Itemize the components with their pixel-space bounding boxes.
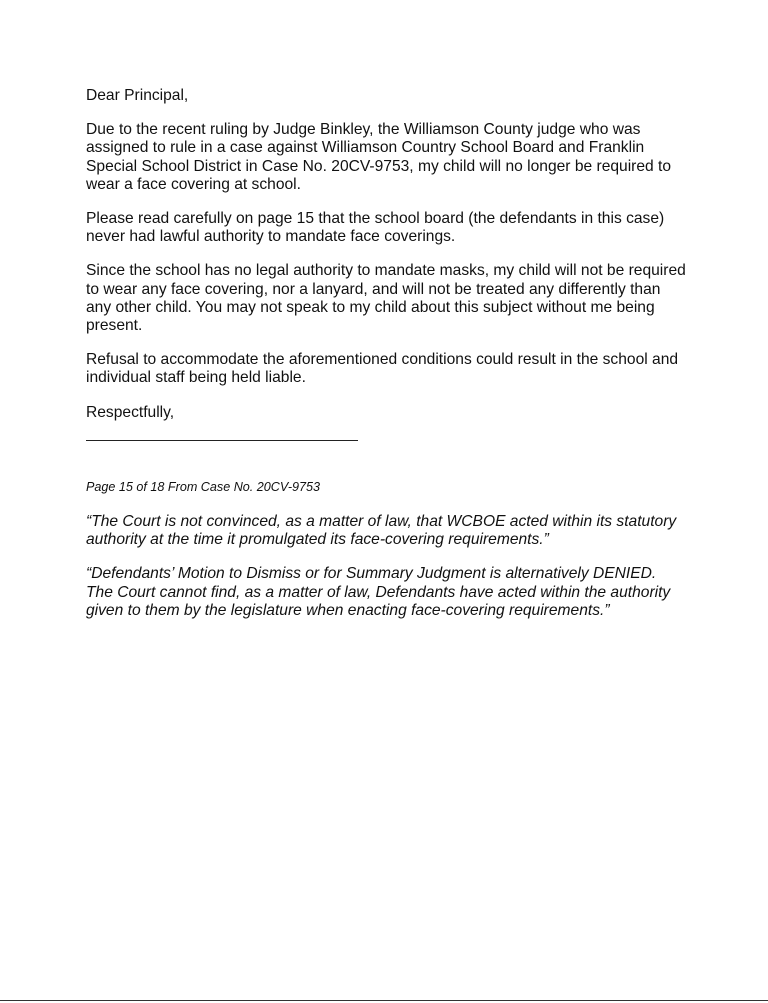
page-bottom-divider <box>0 1000 768 1001</box>
signature-line <box>86 440 358 441</box>
letter-closing: Respectfully, <box>86 403 175 421</box>
letter-paragraph-no-authority: Since the school has no legal authority to mandate masks, my child will not be required to wear any face covering, nor a lanyard, and will not be treated any differently than any other child. You may not speak to my child about this subject without me being present. <box>86 262 686 335</box>
letter-paragraph-page-15: Please read carefully on page 15 that the school board (the defendants in this case) never had lawful authority to mandate face coverings. <box>86 210 665 246</box>
court-quotes <box>86 513 686 636</box>
citation-heading: Page 15 of 18 From Case No. 20CV-9753 <box>86 480 321 494</box>
court-quote-2: “Defendants’ Motion to Dismiss or for Summary Judgment is alternatively DENIED. The Court cannot find, as a matter of law, Defendants have acted within the authority given to them by the legislature when enacting face-covering requirements.” <box>86 565 671 619</box>
letter-paragraph-liability: Refusal to accommodate the aforementioned conditions could result in the school and individual staff being held liable. <box>86 351 679 387</box>
letter-greeting: Dear Principal, <box>86 87 189 104</box>
court-quote-1: “The Court is not convinced, as a matter of law, that WCBOE acted within its statutory authority at the time it promulgated its face-covering requirements.” <box>86 513 677 549</box>
letter-paragraph-ruling: Due to the recent ruling by Judge Binkley, the Williamson County judge who was assigned to rule in a case against Williamson Country School Board and Franklin Special School District in Case No. 20CV-9753, my child will no longer be required to wear a face covering at school. <box>86 121 672 193</box>
letter-body <box>86 87 686 438</box>
